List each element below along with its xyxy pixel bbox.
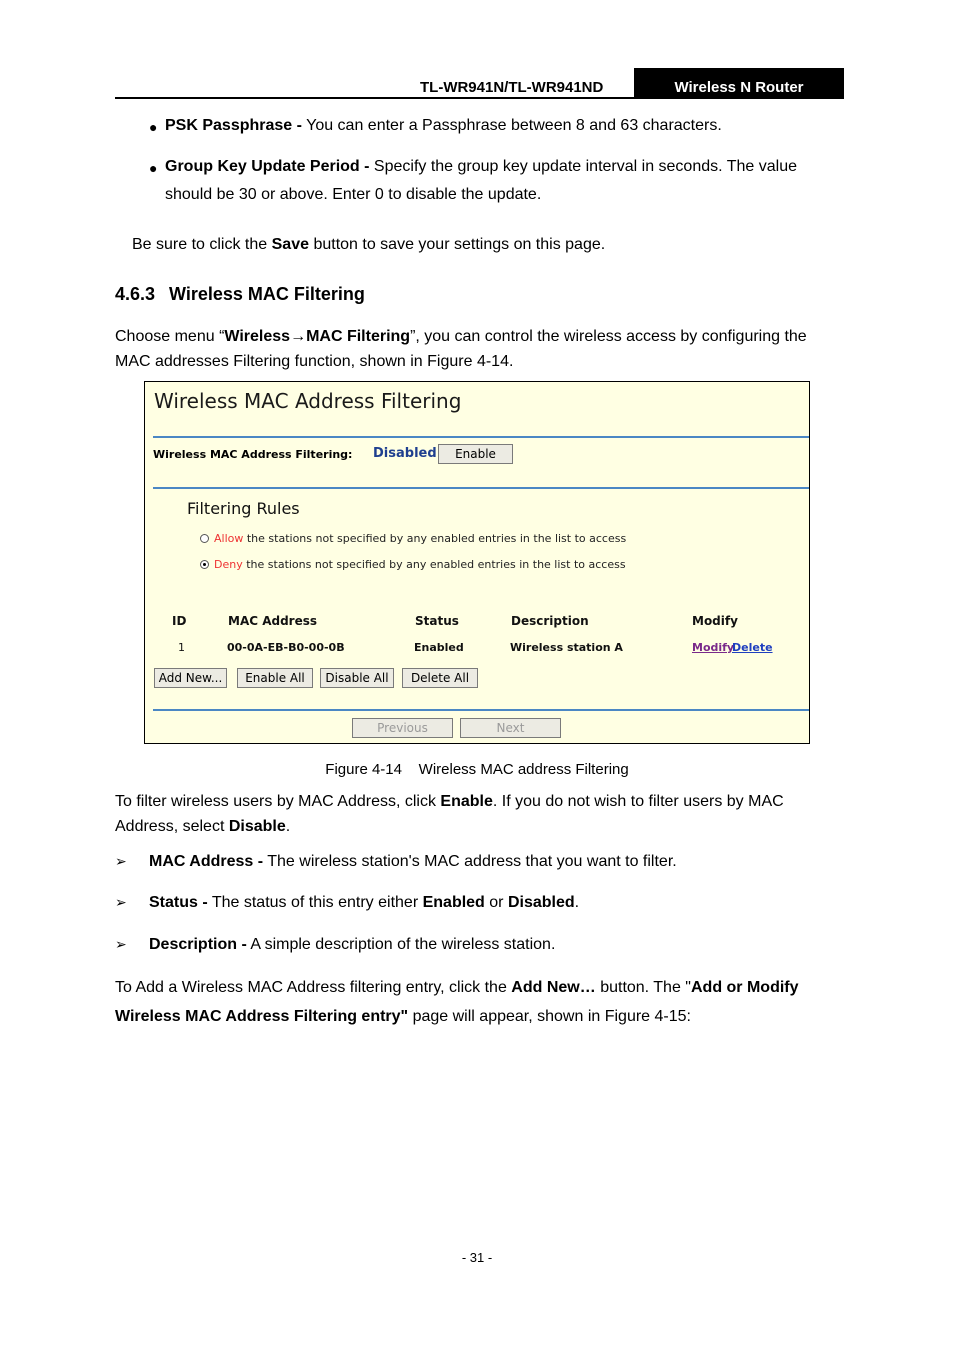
modify-link[interactable]: Modify <box>692 641 735 654</box>
previous-button[interactable]: Previous <box>352 718 453 738</box>
filtering-rules-title: Filtering Rules <box>187 499 300 518</box>
bullet-text: Specify the group key update interval in seconds. The value <box>369 158 797 175</box>
menu-name: Wireless <box>224 328 291 345</box>
text: MAC addresses Filtering function, shown in Figure 4-14. <box>115 353 514 370</box>
text: button. The " <box>595 979 691 996</box>
next-button[interactable]: Next <box>460 718 561 738</box>
allow-radio[interactable] <box>200 534 209 543</box>
def-term: MAC Address - <box>149 853 264 870</box>
section-title: Wireless MAC Filtering <box>169 284 365 304</box>
arrow-bullet-icon: ➢ <box>115 853 127 869</box>
divider <box>153 709 809 711</box>
text: page will appear, shown in Figure 4-15: <box>408 1008 691 1025</box>
add-new-button[interactable]: Add New... <box>154 668 227 688</box>
table-cell-id: 1 <box>178 641 185 654</box>
rule-text: the stations not specified by any enabled entries in the list to access <box>243 532 627 545</box>
deny-word: Deny <box>214 558 243 571</box>
column-header-mac: MAC Address <box>228 614 318 628</box>
bullet-group-key <box>165 153 845 209</box>
column-header-id: ID <box>172 614 187 628</box>
text: Be sure to click the <box>132 236 272 253</box>
header-model: TL-WR941N/TL-WR941ND <box>420 79 604 96</box>
header-divider <box>115 97 844 99</box>
bullet-term: Group Key Update Period - <box>165 158 370 175</box>
def-text: . <box>574 894 580 911</box>
column-header-modify: Modify <box>692 614 738 628</box>
arrow-bullet-icon: ➢ <box>115 894 127 910</box>
allow-rule-text <box>214 532 626 545</box>
arrow-icon: → <box>290 328 307 345</box>
bullet-text: You can enter a Passphrase between 8 and 63 characters. <box>301 117 722 134</box>
deny-rule-text <box>214 558 626 571</box>
section-number: 4.6.3 <box>115 284 156 304</box>
menu-name: MAC Filtering <box>306 328 411 345</box>
delete-all-button[interactable]: Delete All <box>402 668 478 688</box>
save-note <box>132 231 605 259</box>
arrow-bullet-icon: ➢ <box>115 936 127 952</box>
text-bold: Enable <box>440 793 493 810</box>
divider <box>153 436 809 438</box>
column-header-status: Status <box>415 614 459 628</box>
delete-link[interactable]: Delete <box>732 641 773 654</box>
divider <box>153 487 809 489</box>
text: To filter wireless users by MAC Address, click <box>115 793 441 810</box>
body-paragraph <box>115 789 784 839</box>
deny-radio[interactable] <box>200 560 209 569</box>
closing-paragraph <box>115 973 845 1031</box>
bullet-psk-passphrase <box>165 112 722 140</box>
text-bold: Add or Modify <box>690 979 799 996</box>
text: To Add a Wireless MAC Address filtering entry, click the <box>115 979 512 996</box>
def-text: A simple description of the wireless station. <box>246 936 556 953</box>
disable-all-button[interactable]: Disable All <box>320 668 394 688</box>
text-bold: Save <box>271 236 309 253</box>
rule-text: the stations not specified by any enabled entries in the list to access <box>242 558 626 571</box>
def-mac-address <box>149 853 677 871</box>
text: button to save your settings on this page. <box>309 236 606 253</box>
text: . If you do not wish to filter users by MAC <box>492 793 784 810</box>
bullet-term: PSK Passphrase - <box>165 117 302 134</box>
text-bold: Disable <box>228 818 286 835</box>
table-cell-status: Enabled <box>414 641 464 654</box>
enable-all-button[interactable]: Enable All <box>237 668 313 688</box>
bullet-dot: ● <box>149 160 158 176</box>
table-cell-mac: 00-0A-EB-B0-00-0B <box>227 641 345 654</box>
page-number: - 31 - <box>461 1250 493 1265</box>
def-status <box>149 894 579 912</box>
def-term: Status - <box>149 894 208 911</box>
text: Address, select <box>115 818 229 835</box>
text-bold: Disabled <box>507 894 575 911</box>
def-term: Description - <box>149 936 247 953</box>
def-text: or <box>484 894 508 911</box>
figure-wireless-mac-filtering <box>144 381 810 744</box>
text: . <box>285 818 291 835</box>
bullet-dot: ● <box>149 119 158 135</box>
table-cell-description: Wireless station A <box>510 641 623 654</box>
column-header-description: Description <box>511 614 589 628</box>
filtering-status: Disabled <box>373 446 437 461</box>
section-heading <box>115 284 365 305</box>
allow-word: Allow <box>214 532 244 545</box>
intro-paragraph <box>115 324 807 374</box>
def-text: The status of this entry either <box>207 894 423 911</box>
text-bold: Add New… <box>511 979 596 996</box>
figure-title: Wireless MAC Address Filtering <box>154 389 462 413</box>
def-description <box>149 936 555 954</box>
header-product: Wireless N Router <box>634 68 844 99</box>
text: Choose menu “ <box>115 328 225 345</box>
text-bold: Wireless MAC Address Filtering entry" <box>115 1008 409 1025</box>
filtering-label: Wireless MAC Address Filtering: <box>153 448 353 461</box>
bullet-text: should be 30 or above. Enter 0 to disable the update. <box>165 186 542 203</box>
def-text: The wireless station's MAC address that you want to filter. <box>263 853 677 870</box>
figure-caption: Figure 4-14 Wireless MAC address Filtering <box>325 761 629 778</box>
text: ”, you can control the wireless access by configuring the <box>410 328 807 345</box>
text-bold: Enabled <box>422 894 485 911</box>
enable-button[interactable]: Enable <box>438 444 513 464</box>
